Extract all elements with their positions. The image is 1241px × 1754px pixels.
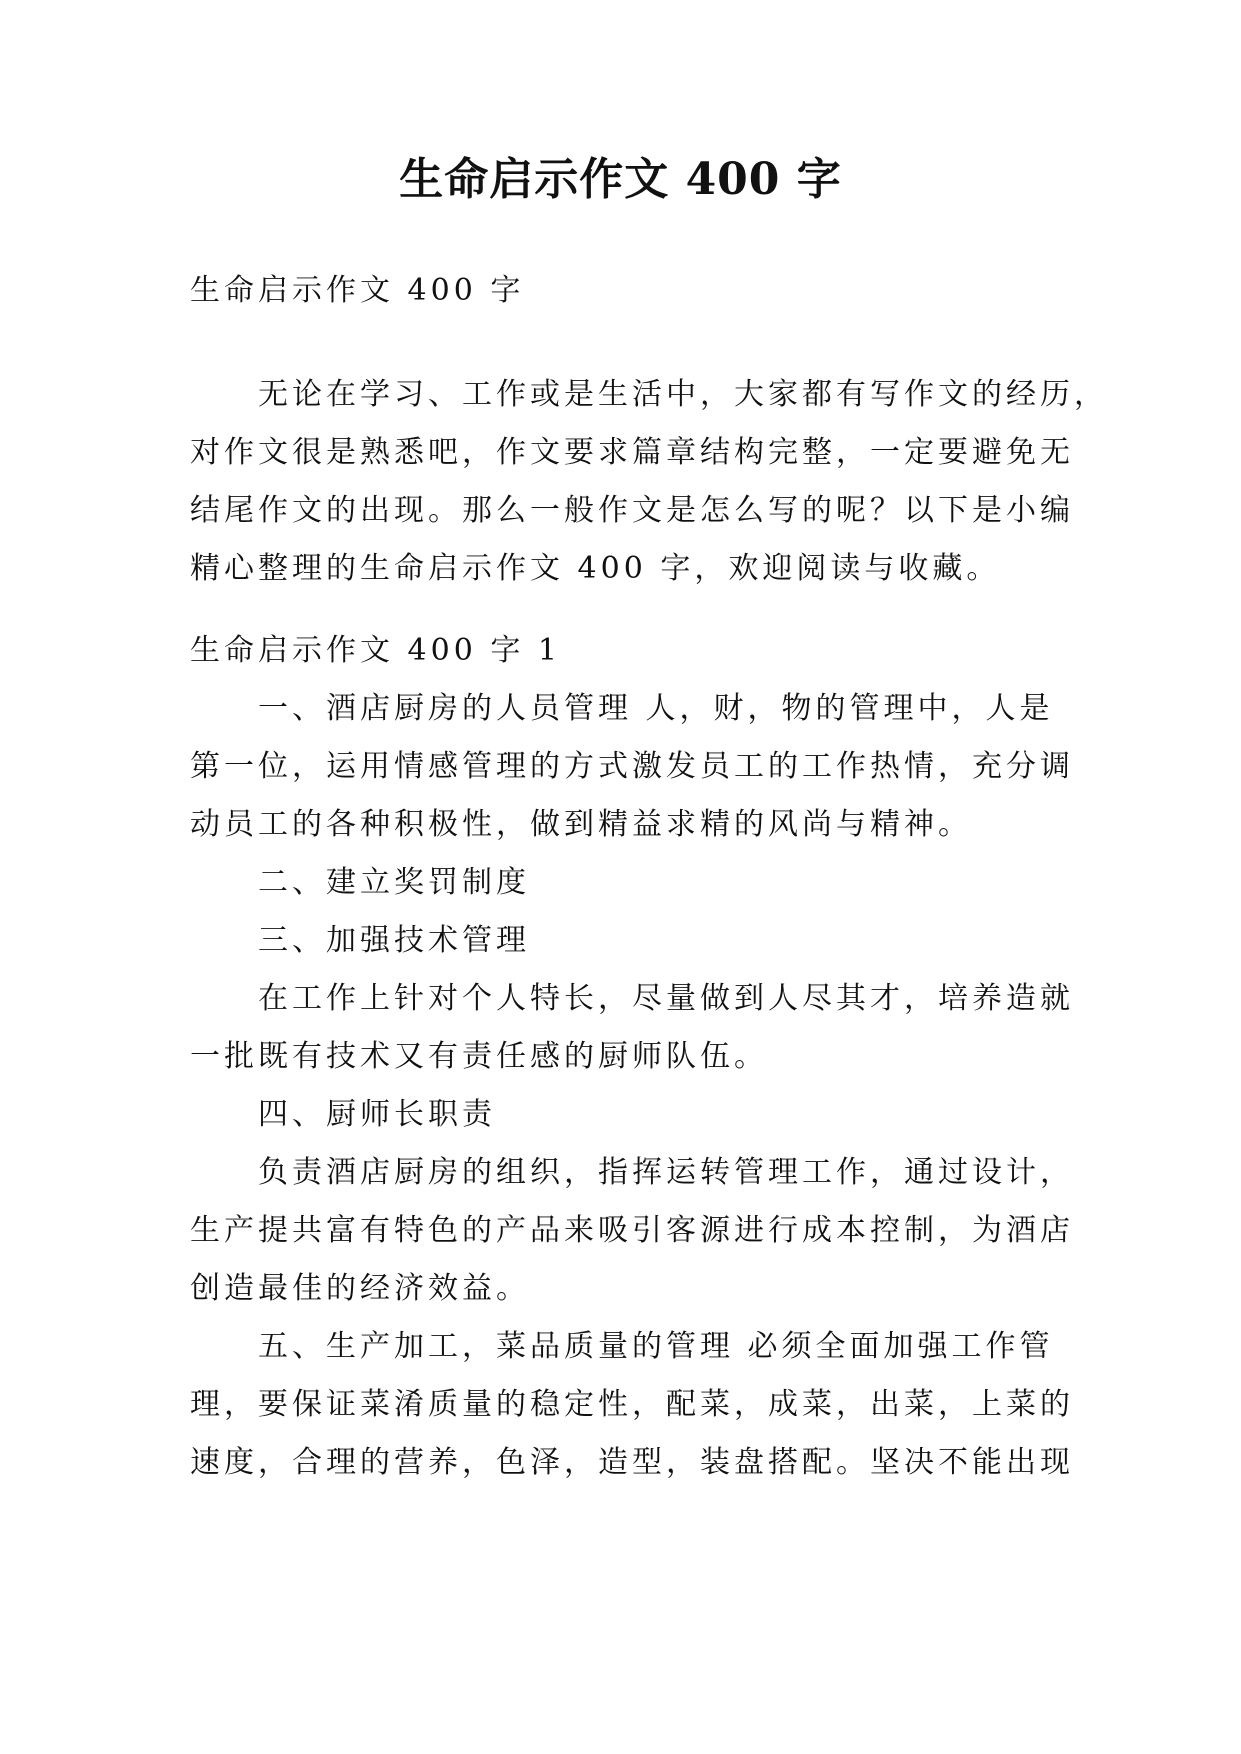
content-line: 在工作上针对个人特长，尽量做到人尽其才，培养造就	[258, 981, 1074, 1016]
content-line: 生产提共富有特色的产品来吸引客源进行成本控制，为酒店	[190, 1213, 1074, 1248]
intro-line: 精心整理的生命启示作文 400 字，欢迎阅读与收藏。	[190, 551, 1001, 586]
content-line: 创造最佳的经济效益。	[190, 1271, 530, 1306]
section-heading: 生命启示作文 400 字 1	[190, 633, 561, 668]
document-subtitle-block	[190, 262, 1060, 320]
section-content	[190, 680, 1074, 1492]
content-line: 五、生产加工，菜品质量的管理 必须全面加强工作管	[258, 1329, 1054, 1364]
content-line: 一批既有技术又有责任感的厨师队伍。	[190, 1039, 768, 1074]
intro-line: 无论在学习、工作或是生活中，大家都有写作文的经历，	[258, 377, 1108, 412]
intro-paragraph	[190, 366, 1108, 598]
content-line: 二、建立奖罚制度	[258, 865, 530, 900]
intro-line: 对作文很是熟悉吧，作文要求篇章结构完整，一定要避免无	[190, 435, 1074, 470]
essay-section	[190, 622, 1074, 1492]
content-line: 四、厨师长职责	[258, 1097, 496, 1132]
content-line: 动员工的各种积极性，做到精益求精的风尚与精神。	[190, 807, 972, 842]
content-line: 第一位，运用情感管理的方式激发员工的工作热情，充分调	[190, 749, 1074, 784]
intro-line: 结尾作文的出现。那么一般作文是怎么写的呢？以下是小编	[190, 493, 1074, 528]
content-line: 三、加强技术管理	[258, 923, 530, 958]
document-subtitle: 生命启示作文 400 字	[190, 273, 525, 308]
content-line: 一、酒店厨房的人员管理 人，财，物的管理中，人是	[258, 691, 1054, 726]
content-line: 理，要保证菜淆质量的稳定性，配菜，成菜，出菜，上菜的	[190, 1387, 1074, 1422]
content-line: 速度，合理的营养，色泽，造型，装盘搭配。坚决不能出现	[190, 1445, 1074, 1480]
content-line: 负责酒店厨房的组织，指挥运转管理工作，通过设计，	[258, 1155, 1074, 1190]
document-title: 生命启示作文 400 字	[399, 154, 842, 205]
